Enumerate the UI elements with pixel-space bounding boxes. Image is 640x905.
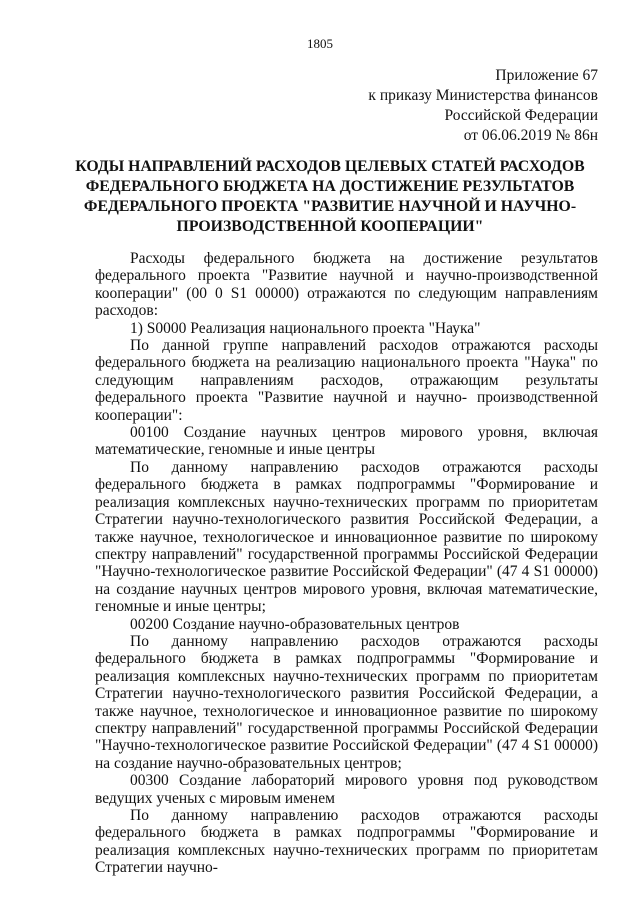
paragraph-code-00300: 00300 Создание лабораторий мирового уровня под руководством ведущих ученых с мировым именем (95, 772, 598, 807)
appendix-reference (368, 66, 598, 146)
paragraph-group-description: По данной группе направлений расходов отражаются расходы федерального бюджета на реализацию национального проекта "Наука" по следующим направлениям расходов, отражающим результаты федерального проекта "Развитие научной и научно- производственной кооперации": (95, 337, 598, 424)
document-title: КОДЫ НАПРАВЛЕНИЙ РАСХОДОВ ЦЕЛЕВЫХ СТАТЕЙ РАСХОДОВ ФЕДЕРАЛЬНОГО БЮДЖЕТА НА ДОСТИЖЕНИЕ РЕЗУЛЬТАТОВ ФЕДЕРАЛЬНОГО ПРОЕКТА "РАЗВИТИЕ НАУЧНОЙ И НАУЧНО-ПРОИЗВОДСТВЕННОЙ КООПЕРАЦИИ" (75, 158, 585, 235)
paragraph-section-heading: 1) S0000 Реализация национального проекта "Наука" (130, 319, 481, 337)
paragraph-intro: Расходы федерального бюджета на достижение результатов федерального проекта "Развитие научной и научно-производственной кооперации" (00 0 S1 00000) отражаются по следующим направлениям расходов: (95, 250, 598, 320)
appendix-line-1: Приложение 67 (495, 67, 598, 84)
appendix-line-4: от 06.06.2019 № 86н (463, 127, 598, 144)
page-number: 1805 (307, 36, 333, 51)
paragraph-code-00200-description: По данному направлению расходов отражаются расходы федерального бюджета в рамках подпрограммы "Формирование и реализация комплексных научно-технических программ по приоритетам Стратегии научно-технологического развития Российской Федерации, а также научное, технологическое и инновационное развитие по широкому спектру направлений" государственной программы Российской Федерации "Научно-технологическое развитие Российской Федерации" (47 4 S1 00000) на создание научно-образовательных центров; (95, 632, 598, 772)
paragraph-code-00100-description: По данному направлению расходов отражаются расходы федерального бюджета в рамках подпрограммы "Формирование и реализация комплексных научно-технических программ по приоритетам Стратегии научно-технологического развития Российской Федерации, а также научное, технологическое и инновационное развитие по широкому спектру направлений" государственной программы Российской Федерации "Научно-технологическое развитие Российской Федерации" (47 4 S1 00000) на создание научных центров мирового уровня, включая математические, геномные и иные центры; (95, 458, 598, 616)
paragraph-code-00300-description: По данному направлению расходов отражаются расходы федерального бюджета в рамках подпрограммы "Формирование и реализация комплексных научно-технических программ по приоритетам Стратегии научно- (95, 807, 598, 877)
appendix-line-3: Российской Федерации (444, 107, 598, 124)
appendix-line-2: к приказу Министерства финансов (368, 87, 598, 104)
paragraph-code-00100: 00100 Создание научных центров мирового уровня, включая математические, геномные и иные центры (95, 424, 598, 459)
document-body (95, 250, 598, 877)
paragraph-code-00200: 00200 Создание научно-образовательных центров (130, 615, 460, 633)
